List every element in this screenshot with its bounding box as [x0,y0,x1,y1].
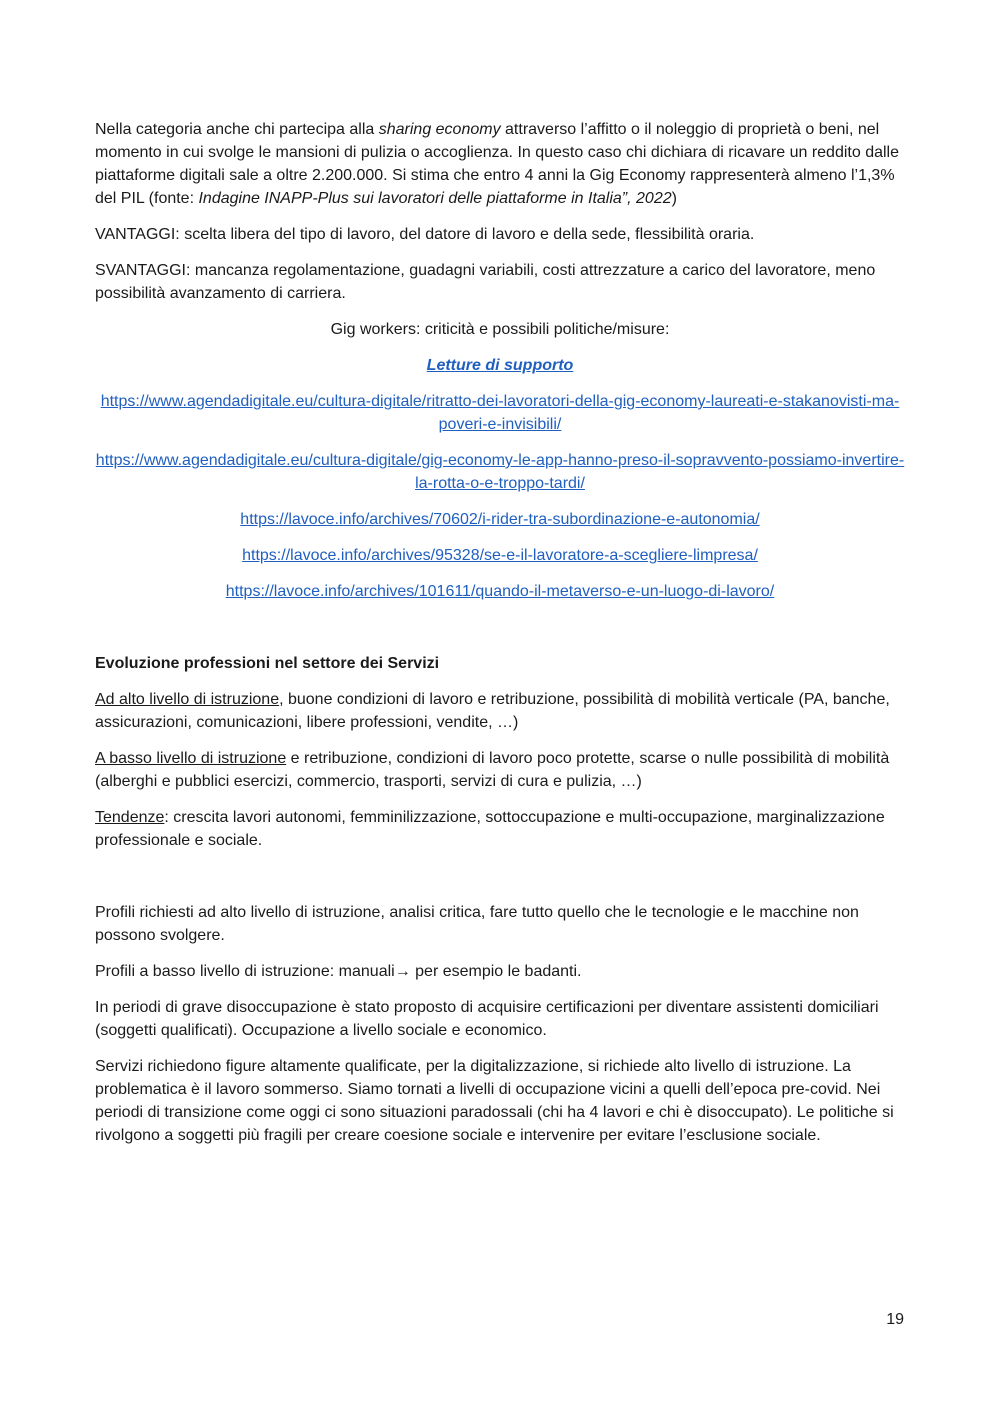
intro-paragraph [95,118,905,210]
link-paragraph-4 [95,544,905,567]
reading-link-5[interactable]: https://lavoce.info/archives/101611/quando-il-metaverso-e-un-luogo-di-lavoro/ [225,583,775,600]
intro-text-2: attraverso l’affitto o il noleggio di proprietà o beni, nel momento in cui svolge le mansioni di pulizia o accoglienza. In questo caso chi dichiara di ricavare un reddito dalle piattaforme digitali sale a oltre 2.200.000. Si stima che entro 4 anni la Gig Economy rappresenterà almeno l’1,3% del PIL (fonte: [95,121,899,207]
link-paragraph-1 [95,390,905,436]
profili-basso-text-2: per esempio le badanti. [410,963,582,980]
basso-livello-text: e retribuzione, condizioni di lavoro poco protette, scarse o nulle possibilità di mobilità (alberghi e pubblici esercizi, commercio, trasporti, servizi di cura e pulizia, …) [95,750,890,790]
page-content [95,118,905,1160]
arrow-icon: → [394,963,411,980]
servizi-paragraph: Servizi richiedono figure altamente qualificate, per la digitalizzazione, si richiede alto livello di istruzione. La problematica è il lavoro sommerso. Siamo tornati a livelli di occupazione vicini a quelli dell’epoca pre-covid. Nei periodi di transizione come oggi ci sono situazioni paradossali (chi ha 4 lavori e chi è disoccupato). Le politiche si rivolgono a soggetti più fragili per creare coesione sociale e intervenire per evitare l’esclusione sociale. [95,1058,894,1144]
reading-link-2[interactable]: https://www.agendadigitale.eu/cultura-digitale/gig-economy-le-app-hanno-preso-il-sopravvento-possiamo-invertire-la-rotta-o-e-troppo-tardi/ [95,452,905,492]
intro-text-3: ) [671,190,677,207]
alto-livello-text: , buone condizioni di lavoro e retribuzione, possibilità di mobilità verticale (PA, banche, assicurazioni, comunicazioni, libere professioni, vendite, …) [95,691,890,731]
gig-workers-title: Gig workers: criticità e possibili politiche/misure: [330,321,670,338]
link-paragraph-3 [95,508,905,531]
sharing-economy-term: sharing economy [378,121,501,138]
profili-basso-paragraph [95,960,905,983]
tendenze-paragraph [95,806,905,852]
link-paragraph-2 [95,449,905,495]
profili-basso-text-1: Profili a basso livello di istruzione: manuali [95,963,395,980]
support-readings-heading[interactable] [95,354,905,377]
alto-livello-paragraph [95,688,905,734]
vantaggi-paragraph: VANTAGGI: scelta libera del tipo di lavoro, del datore di lavoro e della sede, flessibilità oraria. [95,226,755,243]
page-number: 19 [886,1311,904,1328]
profili-alto-paragraph: Profili richiesti ad alto livello di istruzione, analisi critica, fare tutto quello che le tecnologie e le macchine non possono svolgere. [95,904,859,944]
reading-link-3[interactable]: https://lavoce.info/archives/70602/i-rider-tra-subordinazione-e-autonomia/ [240,511,760,528]
tendenze-text: : crescita lavori autonomi, femminilizzazione, sottoccupazione e multi-occupazione, marginalizzazione professionale e sociale. [95,809,885,849]
source-citation: Indagine INAPP-Plus sui lavoratori delle piattaforme in Italia”, 2022 [198,190,672,207]
tendenze-label: Tendenze [95,809,165,826]
svantaggi-paragraph: SVANTAGGI: mancanza regolamentazione, guadagni variabili, costi attrezzature a carico del lavoratore, meno possibilità avanzamento di carriera. [95,262,876,302]
spacer [95,616,905,652]
reading-link-1[interactable]: https://www.agendadigitale.eu/cultura-digitale/ritratto-dei-lavoratori-della-gig-economy-laureati-e-stakanovisti-ma-poveri-e-invisibili/ [100,393,900,433]
section-title: Evoluzione professioni nel settore dei Servizi [95,655,440,672]
spacer-2 [95,865,905,901]
intro-text-1: Nella categoria anche chi partecipa alla [95,121,379,138]
reading-link-4[interactable]: https://lavoce.info/archives/95328/se-e-il-lavoratore-a-scegliere-limpresa/ [242,547,758,564]
basso-livello-label: A basso livello di istruzione [95,750,287,767]
alto-livello-label: Ad alto livello di istruzione [95,691,280,708]
basso-livello-paragraph [95,747,905,793]
support-readings-link[interactable]: Letture di supporto [426,357,574,374]
periodi-paragraph: In periodi di grave disoccupazione è stato proposto di acquisire certificazioni per diventare assistenti domiciliari (soggetti qualificati). Occupazione a livello sociale e economico. [95,999,879,1039]
link-paragraph-5 [95,580,905,603]
